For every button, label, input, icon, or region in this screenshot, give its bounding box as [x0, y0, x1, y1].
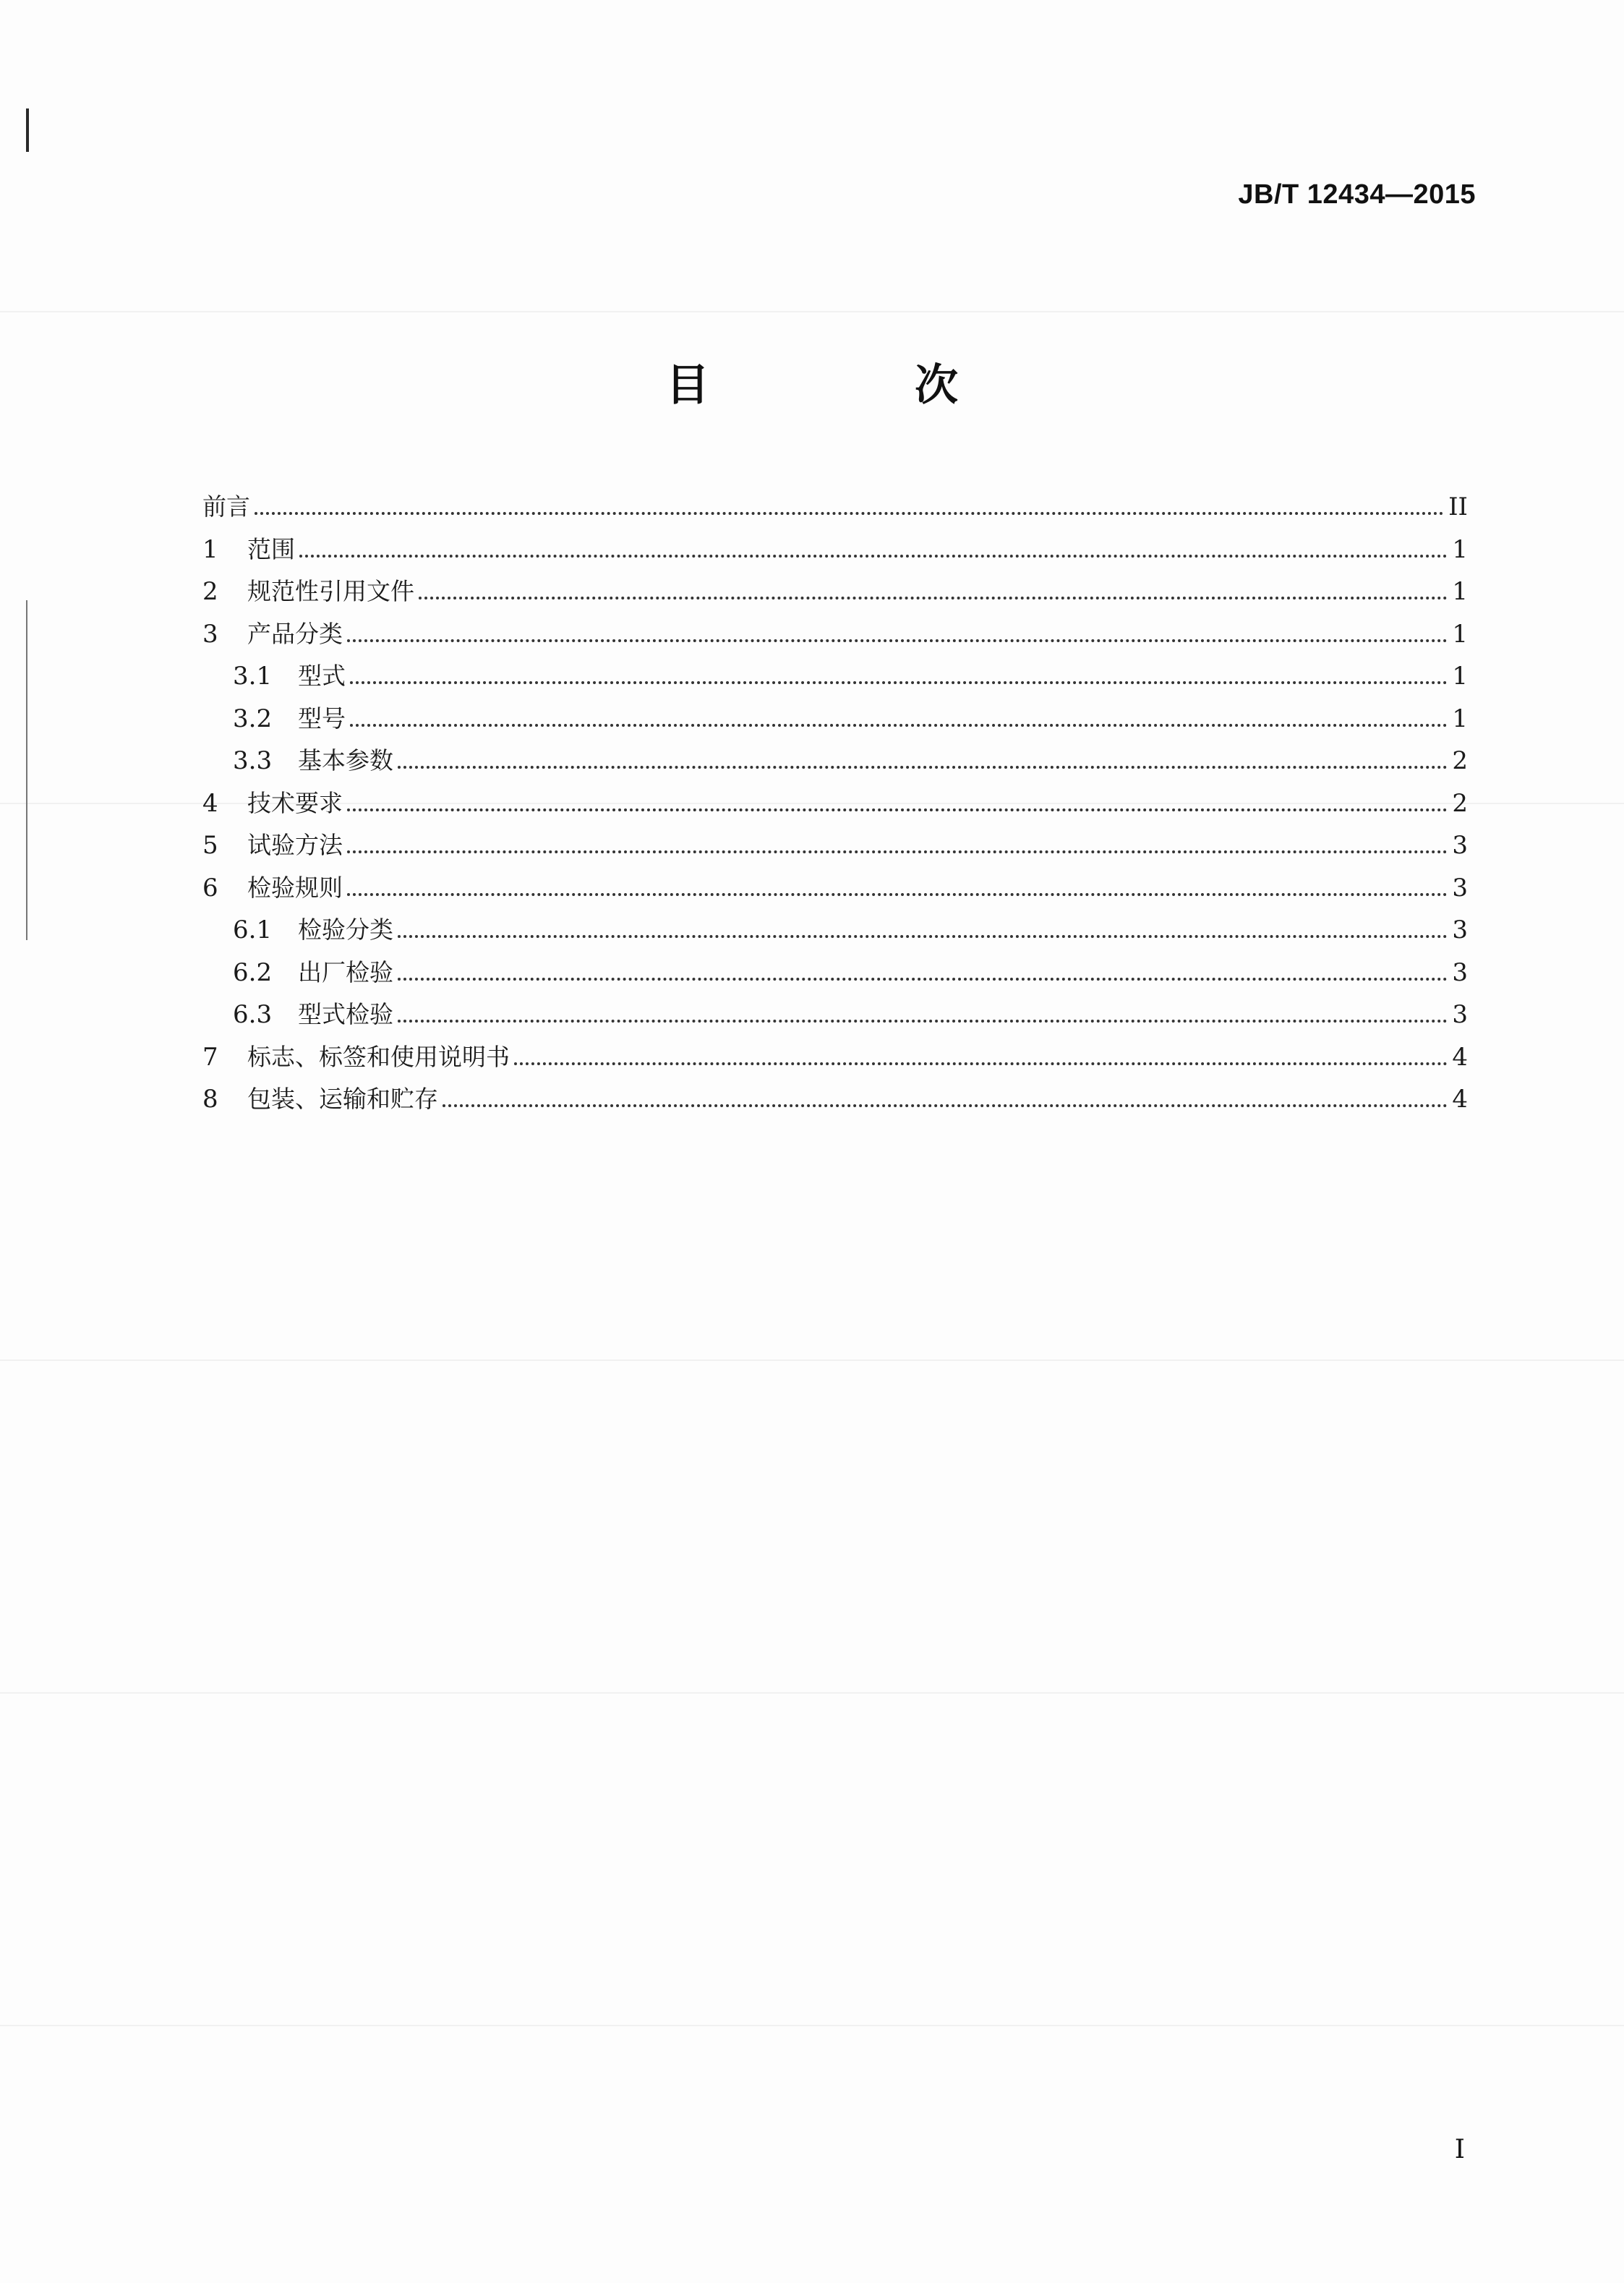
toc-entry-label: 试验方法 [247, 831, 343, 859]
standard-code: JB/T 12434—2015 [1238, 179, 1476, 210]
toc-entry[interactable] [202, 486, 1468, 529]
toc-leader-dots [347, 639, 1448, 642]
toc-entry-label: 检验分类 [298, 916, 393, 944]
toc-entry-label: 检验规则 [247, 873, 343, 902]
toc-entry[interactable] [202, 613, 1468, 656]
toc-entry-page: 3 [1452, 1000, 1468, 1029]
toc-entry-label: 前言 [202, 492, 250, 521]
toc-entry-page: 1 [1452, 662, 1468, 691]
toc-entry-page: 1 [1452, 577, 1468, 606]
toc-entry-page: 2 [1452, 788, 1468, 818]
toc-entry-number: 5 [202, 831, 218, 860]
scan-edge-mark [26, 600, 27, 940]
toc-leader-dots [347, 850, 1448, 853]
toc-entry-number: 4 [202, 788, 218, 818]
toc-entry-page: 1 [1452, 704, 1468, 733]
toc-entry[interactable] [202, 782, 1468, 825]
toc-entry[interactable] [202, 740, 1468, 782]
toc-entry[interactable] [202, 909, 1468, 952]
toc-leader-dots [350, 723, 1448, 727]
toc-leader-dots [347, 892, 1448, 896]
toc-leader-dots [398, 765, 1448, 769]
toc-entry-number: 3.2 [233, 704, 273, 733]
toc-entry[interactable] [202, 867, 1468, 910]
toc-entry[interactable] [202, 994, 1468, 1036]
toc-entry-number: 2 [202, 577, 218, 606]
toc-entry-page: 3 [1452, 957, 1468, 987]
toc-entry[interactable] [202, 529, 1468, 571]
toc-entry-number: 6 [202, 873, 218, 902]
toc-entry-page: 1 [1452, 534, 1468, 564]
scan-line [0, 1360, 1624, 1361]
scan-line [0, 311, 1624, 312]
toc-entry-label: 型式检验 [298, 1000, 393, 1028]
toc-entry-label: 包装、运输和贮存 [247, 1085, 438, 1113]
toc-entry[interactable] [202, 655, 1468, 698]
toc-entry-page: II [1448, 492, 1468, 521]
toc-entry-number: 6.2 [233, 957, 273, 987]
toc-leader-dots [347, 808, 1448, 811]
toc-entry-page: 3 [1452, 831, 1468, 860]
toc-entry-label: 基本参数 [298, 746, 393, 774]
toc-leader-dots [419, 596, 1448, 599]
toc-leader-dots [398, 1019, 1448, 1023]
toc-leader-dots [514, 1062, 1448, 1065]
page-number: I [1454, 2135, 1465, 2164]
toc-entry-number: 3.1 [233, 662, 273, 691]
toc-entry-number: 1 [202, 534, 218, 564]
toc-entry-page: 3 [1452, 873, 1468, 902]
toc-entry[interactable] [202, 952, 1468, 994]
toc-entry[interactable] [202, 1036, 1468, 1079]
toc-leader-dots [443, 1104, 1448, 1107]
toc-entry-number: 6.3 [233, 1000, 273, 1029]
toc-title: 目 次 [666, 360, 1039, 411]
toc-entry-page: 4 [1452, 1085, 1468, 1114]
table-of-contents [202, 486, 1468, 1121]
scan-line [0, 1692, 1624, 1694]
scan-edge-mark [26, 108, 29, 152]
toc-leader-dots [299, 554, 1448, 558]
toc-entry-page: 3 [1452, 916, 1468, 944]
toc-entry-label: 型号 [298, 704, 346, 733]
toc-leader-dots [398, 934, 1448, 938]
toc-entry[interactable] [202, 698, 1468, 741]
toc-entry[interactable] [202, 824, 1468, 867]
toc-entry-label: 出厂检验 [298, 957, 393, 986]
toc-entry-number: 3 [202, 619, 218, 649]
toc-entry-label: 技术要求 [247, 788, 343, 817]
toc-entry[interactable] [202, 1078, 1468, 1121]
toc-entry-page: 1 [1452, 619, 1468, 649]
toc-entry[interactable] [202, 571, 1468, 613]
toc-leader-dots [398, 977, 1448, 981]
toc-entry-label: 标志、标签和使用说明书 [247, 1042, 510, 1071]
toc-entry-number: 8 [202, 1085, 218, 1114]
toc-entry-label: 产品分类 [247, 619, 343, 648]
toc-leader-dots [350, 680, 1448, 684]
toc-entry-label: 型式 [298, 662, 346, 690]
toc-entry-page: 2 [1452, 746, 1468, 775]
toc-entry-number: 6.1 [233, 916, 273, 944]
toc-entry-number: 3.3 [233, 746, 273, 775]
toc-entry-number: 7 [202, 1042, 218, 1072]
scan-line [0, 2025, 1624, 2026]
toc-entry-page: 4 [1452, 1042, 1468, 1072]
toc-entry-label: 范围 [247, 534, 295, 563]
toc-entry-label: 规范性引用文件 [247, 577, 414, 605]
toc-leader-dots [255, 511, 1444, 515]
